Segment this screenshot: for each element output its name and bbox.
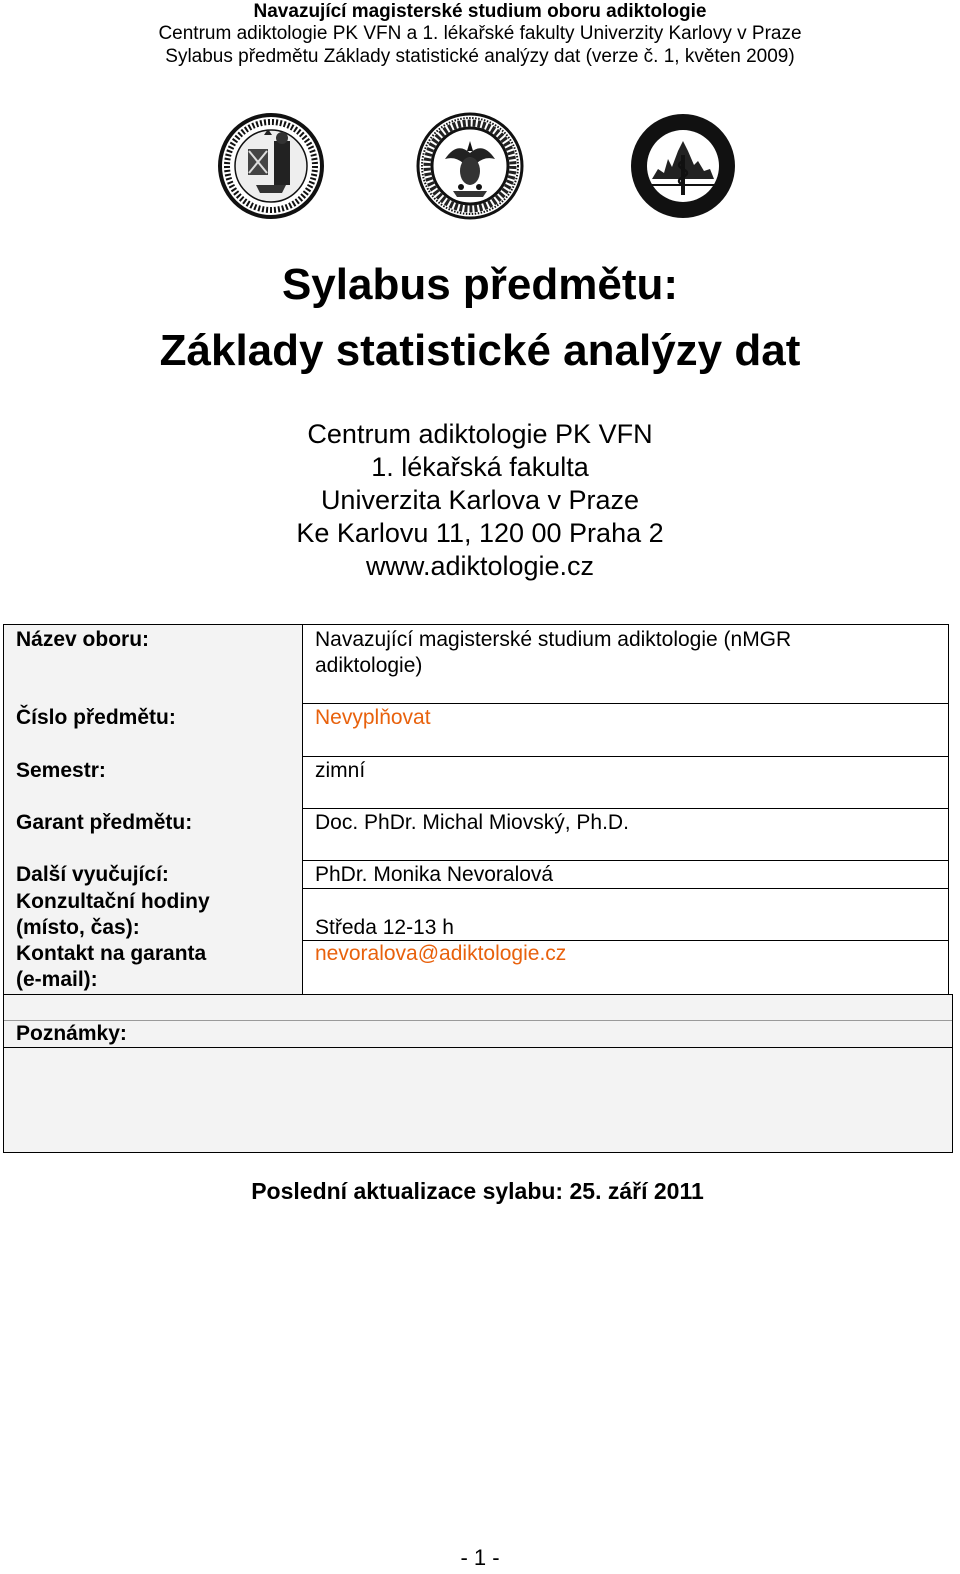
row-divider <box>302 808 948 809</box>
course-info-table <box>3 624 949 996</box>
contact-label-cont: (e-mail): <box>16 968 98 991</box>
notes-box <box>3 994 953 1153</box>
semester-value: zimní <box>315 759 366 782</box>
address-line-1: Centrum adiktologie PK VFN <box>307 419 653 449</box>
row-divider <box>302 703 948 704</box>
header-line-3: Sylabus předmětu Základy statistické analýzy dat (verze č. 1, květen 2009) <box>165 46 795 67</box>
course-number-label: Číslo předmětu: <box>16 706 176 729</box>
field-label: Název oboru: <box>16 628 150 651</box>
address-line-2: 1. lékařská fakulta <box>371 452 589 482</box>
row-divider <box>302 756 948 757</box>
contact-label: Kontakt na garanta <box>16 942 207 965</box>
website-link[interactable]: www.adiktologie.cz <box>365 551 595 581</box>
notes-label: Poznámky: <box>16 1022 127 1045</box>
teachers-value: PhDr. Monika Nevoralová <box>315 863 554 886</box>
header-line-2: Centrum adiktologie PK VFN a 1. lékařské fakulty Univerzity Karlovy v Praze <box>158 23 802 44</box>
address-line-3: Univerzita Karlova v Praze <box>320 485 640 515</box>
course-number-value: Nevyplňovat <box>315 706 431 729</box>
consult-hours-value: Středa 12-13 h <box>315 916 454 939</box>
address-line-4: Ke Karlovu 11, 120 00 Praha 2 <box>296 518 664 548</box>
row-divider <box>302 860 948 861</box>
general-hospital-logo-icon <box>628 111 738 221</box>
notes-top-strip <box>4 995 952 1021</box>
guarantor-value: Doc. PhDr. Michal Miovský, Ph.D. <box>315 811 629 834</box>
consult-hours-label: Konzultační hodiny <box>16 890 210 913</box>
last-update: Poslední aktualizace sylabu: 25. září 2011 <box>251 1178 704 1204</box>
first-faculty-seal-icon <box>415 111 525 221</box>
page-number: - 1 - <box>460 1545 500 1570</box>
notes-divider <box>4 1047 952 1048</box>
field-value: Navazující magisterské studium adiktologie (nMGR <box>315 628 792 651</box>
field-value-cont: adiktologie) <box>315 654 423 677</box>
teachers-label: Další vyučující: <box>16 863 169 886</box>
header-line-1: Navazující magisterské studium oboru adiktologie <box>253 1 707 22</box>
guarantor-label: Garant předmětu: <box>16 811 193 834</box>
semester-label: Semestr: <box>16 759 106 782</box>
consult-hours-label-cont: (místo, čas): <box>16 916 140 939</box>
page-title-line-1: Sylabus předmětu: <box>281 260 679 309</box>
row-divider <box>302 888 948 889</box>
charles-university-seal-icon <box>216 111 326 221</box>
page-title-line-2: Základy statistické analýzy dat <box>159 326 801 375</box>
contact-email-link[interactable]: nevoralova@adiktologie.cz <box>315 942 567 965</box>
